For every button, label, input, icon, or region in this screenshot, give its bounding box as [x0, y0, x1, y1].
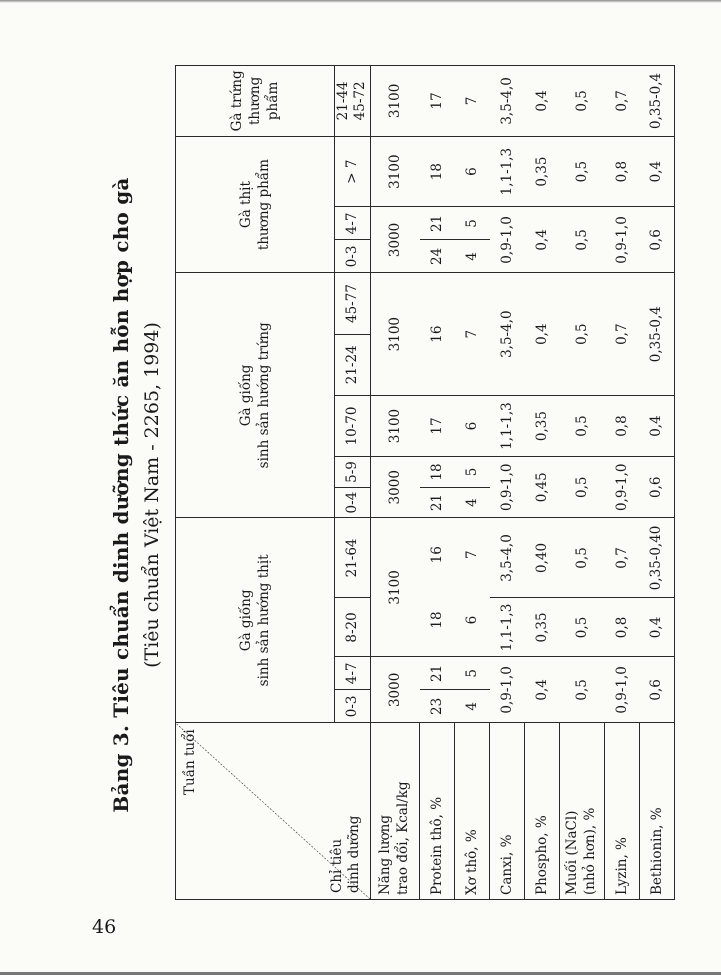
methionine-eb-young: 0,6 — [640, 457, 675, 518]
salt-layer: 0,5 — [560, 66, 605, 137]
salt-br-gt7: 0,5 — [560, 136, 605, 207]
energy-br-young: 3000 — [371, 207, 420, 273]
protein-eb-10-70: 17 — [420, 395, 455, 456]
lysine-eb-young: 0,9-1,0 — [605, 457, 640, 518]
group-meat-breeder-line2: sinh sản hướng thịt — [255, 554, 272, 687]
salt-eb-young: 0,5 — [560, 457, 605, 518]
group-layer — [176, 66, 335, 137]
calcium-br-gt7: 1,1-1,3 — [490, 136, 525, 207]
calcium-layer: 3,5-4,0 — [490, 66, 525, 137]
lysine-br-young: 0,9-1,0 — [605, 207, 640, 273]
phosphorus-mb-21-64: 0,40 — [525, 518, 560, 598]
group-egg-breeder-line1: Gà giống — [237, 364, 254, 427]
label-salt-line2: (nhỏ hơn), % — [582, 807, 598, 895]
fiber-layer: 7 — [455, 66, 490, 137]
label-calcium: Canxi, % — [490, 723, 525, 900]
corner-indicator-label — [329, 816, 364, 893]
salt-mb-8-20: 0,5 — [560, 598, 605, 657]
protein-eb-adult: 16 — [420, 273, 455, 396]
energy-eb-10-70: 3100 — [371, 395, 420, 456]
row-methionine — [640, 66, 675, 900]
phosphorus-eb-10-70: 0,35 — [525, 395, 560, 456]
label-energy-line1: Năng lượng — [377, 815, 394, 895]
row-calcium — [490, 66, 525, 900]
phosphorus-br-young: 0,4 — [525, 207, 560, 273]
energy-eb-young: 3000 — [371, 457, 420, 518]
table-subtitle: (Tiêu chuẩn Việt Nam - 2265, 1994) — [141, 322, 163, 668]
age-br-4-7: 4-7 — [334, 207, 370, 240]
protein-mb-21-64: 16 — [428, 546, 445, 564]
energy-eb-adult: 3100 — [371, 273, 420, 396]
fiber-br-4-7: 5 — [455, 207, 490, 240]
methionine-layer: 0,35-0,4 — [640, 66, 675, 137]
label-energy-line2: trao đổi, Kcal/kg — [395, 781, 411, 895]
age-eb-45-77: 45-77 — [334, 273, 370, 334]
calcium-br-young: 0,9-1,0 — [490, 207, 525, 273]
calcium-mb-21-64: 3,5-4,0 — [490, 518, 525, 598]
label-salt-line1: Muối (NaCl) — [564, 810, 581, 895]
corner-age-label: Tuần tuổi — [182, 729, 198, 795]
group-broiler-line2: thương phẩm — [255, 159, 272, 251]
methionine-br-young: 0,6 — [640, 207, 675, 273]
protein-layer: 17 — [420, 66, 455, 137]
age-mb-0-3: 0-3 — [334, 690, 370, 723]
salt-eb-adult: 0,5 — [560, 273, 605, 396]
protein-mb-4-7: 21 — [420, 657, 455, 690]
label-lysine: Lyzin, % — [605, 723, 640, 900]
age-mb-8-20: 8-20 — [334, 598, 370, 657]
protein-eb-5-9: 18 — [420, 457, 455, 488]
rotated-table-block — [95, 60, 680, 930]
calcium-mb-8-20: 1,1-1,3 — [490, 598, 525, 657]
methionine-br-gt7: 0,4 — [640, 136, 675, 207]
lysine-mb-young: 0,9-1,0 — [605, 657, 640, 723]
age-eb-5-9: 5-9 — [334, 457, 370, 488]
lysine-layer: 0,7 — [605, 66, 640, 137]
calcium-eb-young: 0,9-1,0 — [490, 457, 525, 518]
methionine-eb-adult: 0,35-0,4 — [640, 273, 675, 396]
lysine-eb-10-70: 0,8 — [605, 395, 640, 456]
calcium-eb-10-70: 1,1-1,3 — [490, 395, 525, 456]
nutrition-table — [175, 65, 675, 900]
methionine-mb-8-20: 0,4 — [640, 598, 675, 657]
methionine-mb-young: 0,6 — [640, 657, 675, 723]
group-layer-line2: thương — [246, 76, 263, 126]
age-br-0-3: 0-3 — [334, 240, 370, 273]
protein-mb-8-64 — [420, 518, 455, 657]
lysine-mb-8-20: 0,8 — [605, 598, 640, 657]
fiber-mb-21-64: 7 — [463, 550, 480, 560]
fiber-eb-adult: 7 — [455, 273, 490, 396]
group-egg-breeder-line2: sinh sản hướng trứng — [255, 322, 272, 469]
label-salt — [560, 723, 605, 900]
salt-mb-21-64: 0,5 — [560, 518, 605, 598]
phosphorus-mb-8-20: 0,35 — [525, 598, 560, 657]
fiber-br-0-3: 4 — [455, 240, 490, 273]
phosphorus-br-gt7: 0,35 — [525, 136, 560, 207]
table-caption — [95, 60, 175, 930]
phosphorus-layer: 0,4 — [525, 66, 560, 137]
page-number: 46 — [92, 916, 117, 938]
group-meat-breeder — [176, 518, 335, 723]
calcium-eb-adult: 3,5-4,0 — [490, 273, 525, 396]
row-fiber — [455, 66, 490, 900]
label-protein: Protein thô, % — [420, 723, 455, 900]
protein-br-4-7: 21 — [420, 207, 455, 240]
fiber-br-gt7: 6 — [455, 136, 490, 207]
lysine-eb-adult: 0,7 — [605, 273, 640, 396]
age-eb-0-4: 0-4 — [334, 487, 370, 518]
group-header-row — [176, 66, 335, 900]
table-title: Bảng 3. Tiêu chuẩn dinh dưỡng thức ăn hỗn hợp cho gà — [109, 177, 133, 813]
methionine-mb-21-64: 0,35-0,40 — [640, 518, 675, 598]
salt-mb-young: 0,5 — [560, 657, 605, 723]
age-layer — [334, 66, 370, 137]
fiber-mb-0-3: 4 — [455, 690, 490, 723]
energy-layer: 3100 — [371, 66, 420, 137]
group-broiler-line1: Gà thịt — [237, 181, 254, 229]
label-fiber: Xơ thô, % — [455, 723, 490, 900]
energy-br-gt7: 3100 — [371, 136, 420, 207]
energy-mb-8-64: 3100 — [371, 518, 420, 657]
protein-mb-0-3: 23 — [420, 690, 455, 723]
corner-indicator-line1: Chỉ tiêu — [328, 838, 345, 893]
fiber-mb-4-7: 5 — [455, 657, 490, 690]
corner-indicator-line2: dinh dưỡng — [346, 815, 363, 893]
age-layer-line2: 45-72 — [352, 81, 369, 121]
age-br-gt7: > 7 — [334, 136, 370, 207]
energy-mb-young: 3000 — [371, 657, 420, 723]
row-energy — [371, 66, 420, 900]
fiber-eb-10-70: 6 — [455, 395, 490, 456]
age-eb-21-24: 21-24 — [334, 334, 370, 395]
lysine-br-gt7: 0,8 — [605, 136, 640, 207]
fiber-eb-0-4: 4 — [455, 487, 490, 518]
age-mb-4-7: 4-7 — [334, 657, 370, 690]
protein-br-0-3: 24 — [420, 240, 455, 273]
protein-br-gt7: 18 — [420, 136, 455, 207]
phosphorus-mb-young: 0,4 — [525, 657, 560, 723]
row-salt — [560, 66, 605, 900]
label-energy — [371, 723, 420, 900]
fiber-eb-5-9: 5 — [455, 457, 490, 488]
protein-eb-0-4: 21 — [420, 487, 455, 518]
row-protein — [420, 66, 455, 900]
salt-br-young: 0,5 — [560, 207, 605, 273]
phosphorus-eb-adult: 0,4 — [525, 273, 560, 396]
label-methionine: Bethionin, % — [640, 723, 675, 900]
group-layer-line3: phẩm — [265, 81, 282, 121]
age-eb-10-70: 10-70 — [334, 395, 370, 456]
methionine-eb-10-70: 0,4 — [640, 395, 675, 456]
salt-eb-10-70: 0,5 — [560, 395, 605, 456]
group-egg-breeder — [176, 273, 335, 518]
corner-header-cell — [176, 723, 371, 900]
fiber-mb-8-64 — [455, 518, 490, 657]
protein-mb-8-20: 18 — [428, 611, 445, 629]
age-mb-21-64: 21-64 — [334, 518, 370, 598]
group-broiler — [176, 136, 335, 273]
row-lysine — [605, 66, 640, 900]
group-meat-breeder-line1: Gà giống — [237, 589, 254, 652]
fiber-mb-8-20: 6 — [463, 615, 480, 625]
scan-edge-top — [0, 0, 721, 3]
row-phosphorus — [525, 66, 560, 900]
lysine-mb-21-64: 0,7 — [605, 518, 640, 598]
group-layer-line1: Gà trứng — [228, 70, 245, 132]
phosphorus-eb-young: 0,45 — [525, 457, 560, 518]
age-layer-line1: 21-44 — [334, 81, 351, 121]
label-phosphorus: Phospho, % — [525, 723, 560, 900]
calcium-mb-young: 0,9-1,0 — [490, 657, 525, 723]
